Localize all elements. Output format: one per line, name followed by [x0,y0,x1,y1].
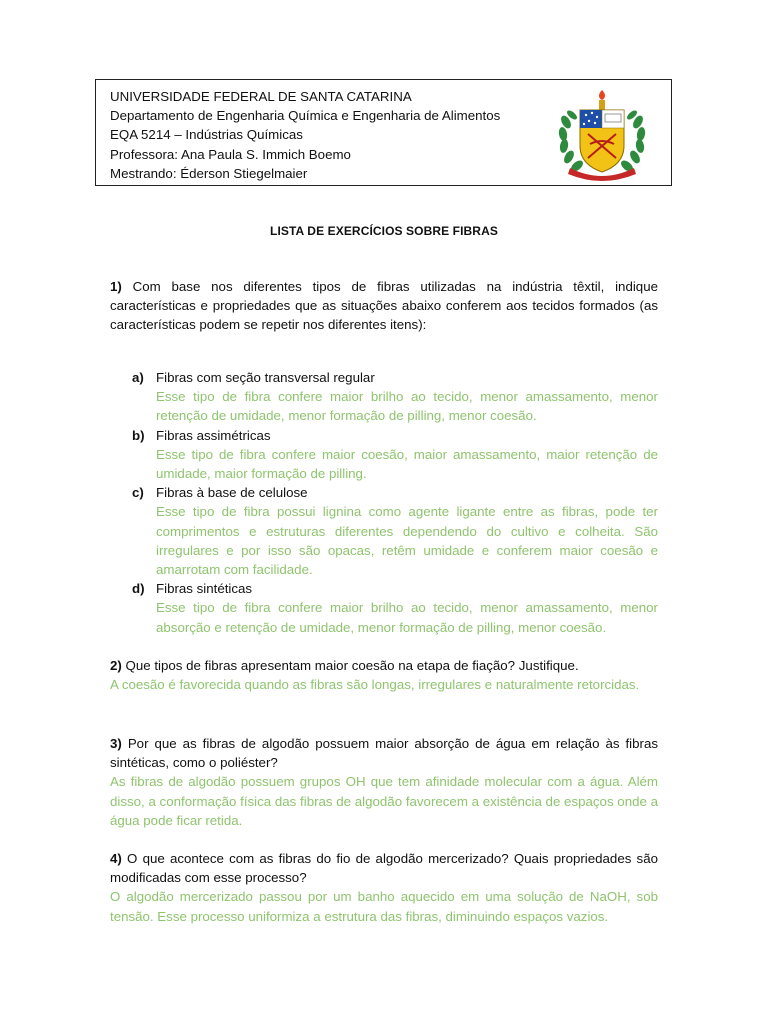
question-line [110,734,658,772]
list-item [110,483,658,579]
question-3 [110,734,658,830]
question-number: 4) [110,851,122,866]
question-1 [110,277,658,335]
item-answer: Esse tipo de fibra possui lignina como agente ligante entre as fibras, pode ter comprimentos e estruturas diferentes dependendo do cultivo e colheita. São irregulares e por isso são opacas, retêm umidade e conferem maior coesão e amarrotam com facilidade. [156,504,658,578]
course-name: EQA 5214 – Indústrias Químicas [110,127,303,143]
student-name: Mestrando: Éderson Stiegelmaier [110,165,308,181]
item-marker: a) [132,370,144,385]
question-number: 3) [110,736,122,751]
header-box [95,79,672,186]
page-title: LISTA DE EXERCÍCIOS SOBRE FIBRAS [270,224,498,238]
header-lines [110,87,500,183]
item-label: Fibras sintéticas [156,581,253,597]
item-marker: c) [132,485,144,501]
question-text: Por que as fibras de algodão possuem maior absorção de água em relação às fibras sintéticas, como o poliéster? [110,736,658,771]
question-1-items [110,368,658,637]
department-name: Departamento de Engenharia Química e Engenharia de Alimentos [110,108,501,124]
question-answer: O algodão mercerizado passou por um banho aquecido em uma solução de NaOH, sob tensão. Esse processo uniformiza a estrutura das fibras, diminuindo espaços vazios. [110,889,658,924]
item-answer: Esse tipo de fibra confere maior brilho ao tecido, menor amassamento, menor retenção de umidade, menor formação de pilling, menor coesão. [156,389,658,424]
question-answer: A coesão é favorecida quando as fibras são longas, irregulares e naturalmente retorcidas. [110,677,640,693]
item-label: Fibras com seção transversal regular [156,370,375,385]
university-crest-icon [556,88,648,182]
item-marker: b) [132,427,145,443]
item-label: Fibras assimétricas [156,427,271,443]
list-item [110,368,658,426]
question-number: 2) [110,658,122,673]
question-text: Que tipos de fibras apresentam maior coesão na etapa de fiação? Justifique. [125,658,579,673]
question-text: O que acontece com as fibras do fio de algodão mercerizado? Quais propriedades são modificadas com esse processo? [110,851,658,886]
question-number: 1) [110,279,122,294]
question-4 [110,849,658,926]
item-label: Fibras à base de celulose [156,485,308,501]
list-item [110,579,658,637]
item-answer: Esse tipo de fibra confere maior coesão, maior amassamento, maior retenção de umidade, maior formação de pilling. [156,446,658,482]
question-2 [110,656,658,694]
professor-name: Professora: Ana Paula S. Immich Boemo [110,146,351,162]
list-item [110,426,658,484]
question-answer: As fibras de algodão possuem grupos OH que tem afinidade molecular com a água. Além disso, a conformação física das fibras de algodão favorecem a existência de espaços onde a água pode ficar retida. [110,774,658,828]
question-line [110,656,658,675]
university-name: UNIVERSIDADE FEDERAL DE SANTA CATARINA [110,89,412,104]
question-text: Com base nos diferentes tipos de fibras utilizadas na indústria têxtil, indique características e propriedades que as situações abaixo conferem aos tecidos formados (as características podem se repetir nos diferentes itens): [110,279,658,333]
question-line [110,849,658,887]
item-marker: d) [132,581,145,597]
item-answer: Esse tipo de fibra confere maior brilho ao tecido, menor amassamento, menor absorção e retenção de umidade, menor formação de pilling, menor coesão. [156,600,658,635]
